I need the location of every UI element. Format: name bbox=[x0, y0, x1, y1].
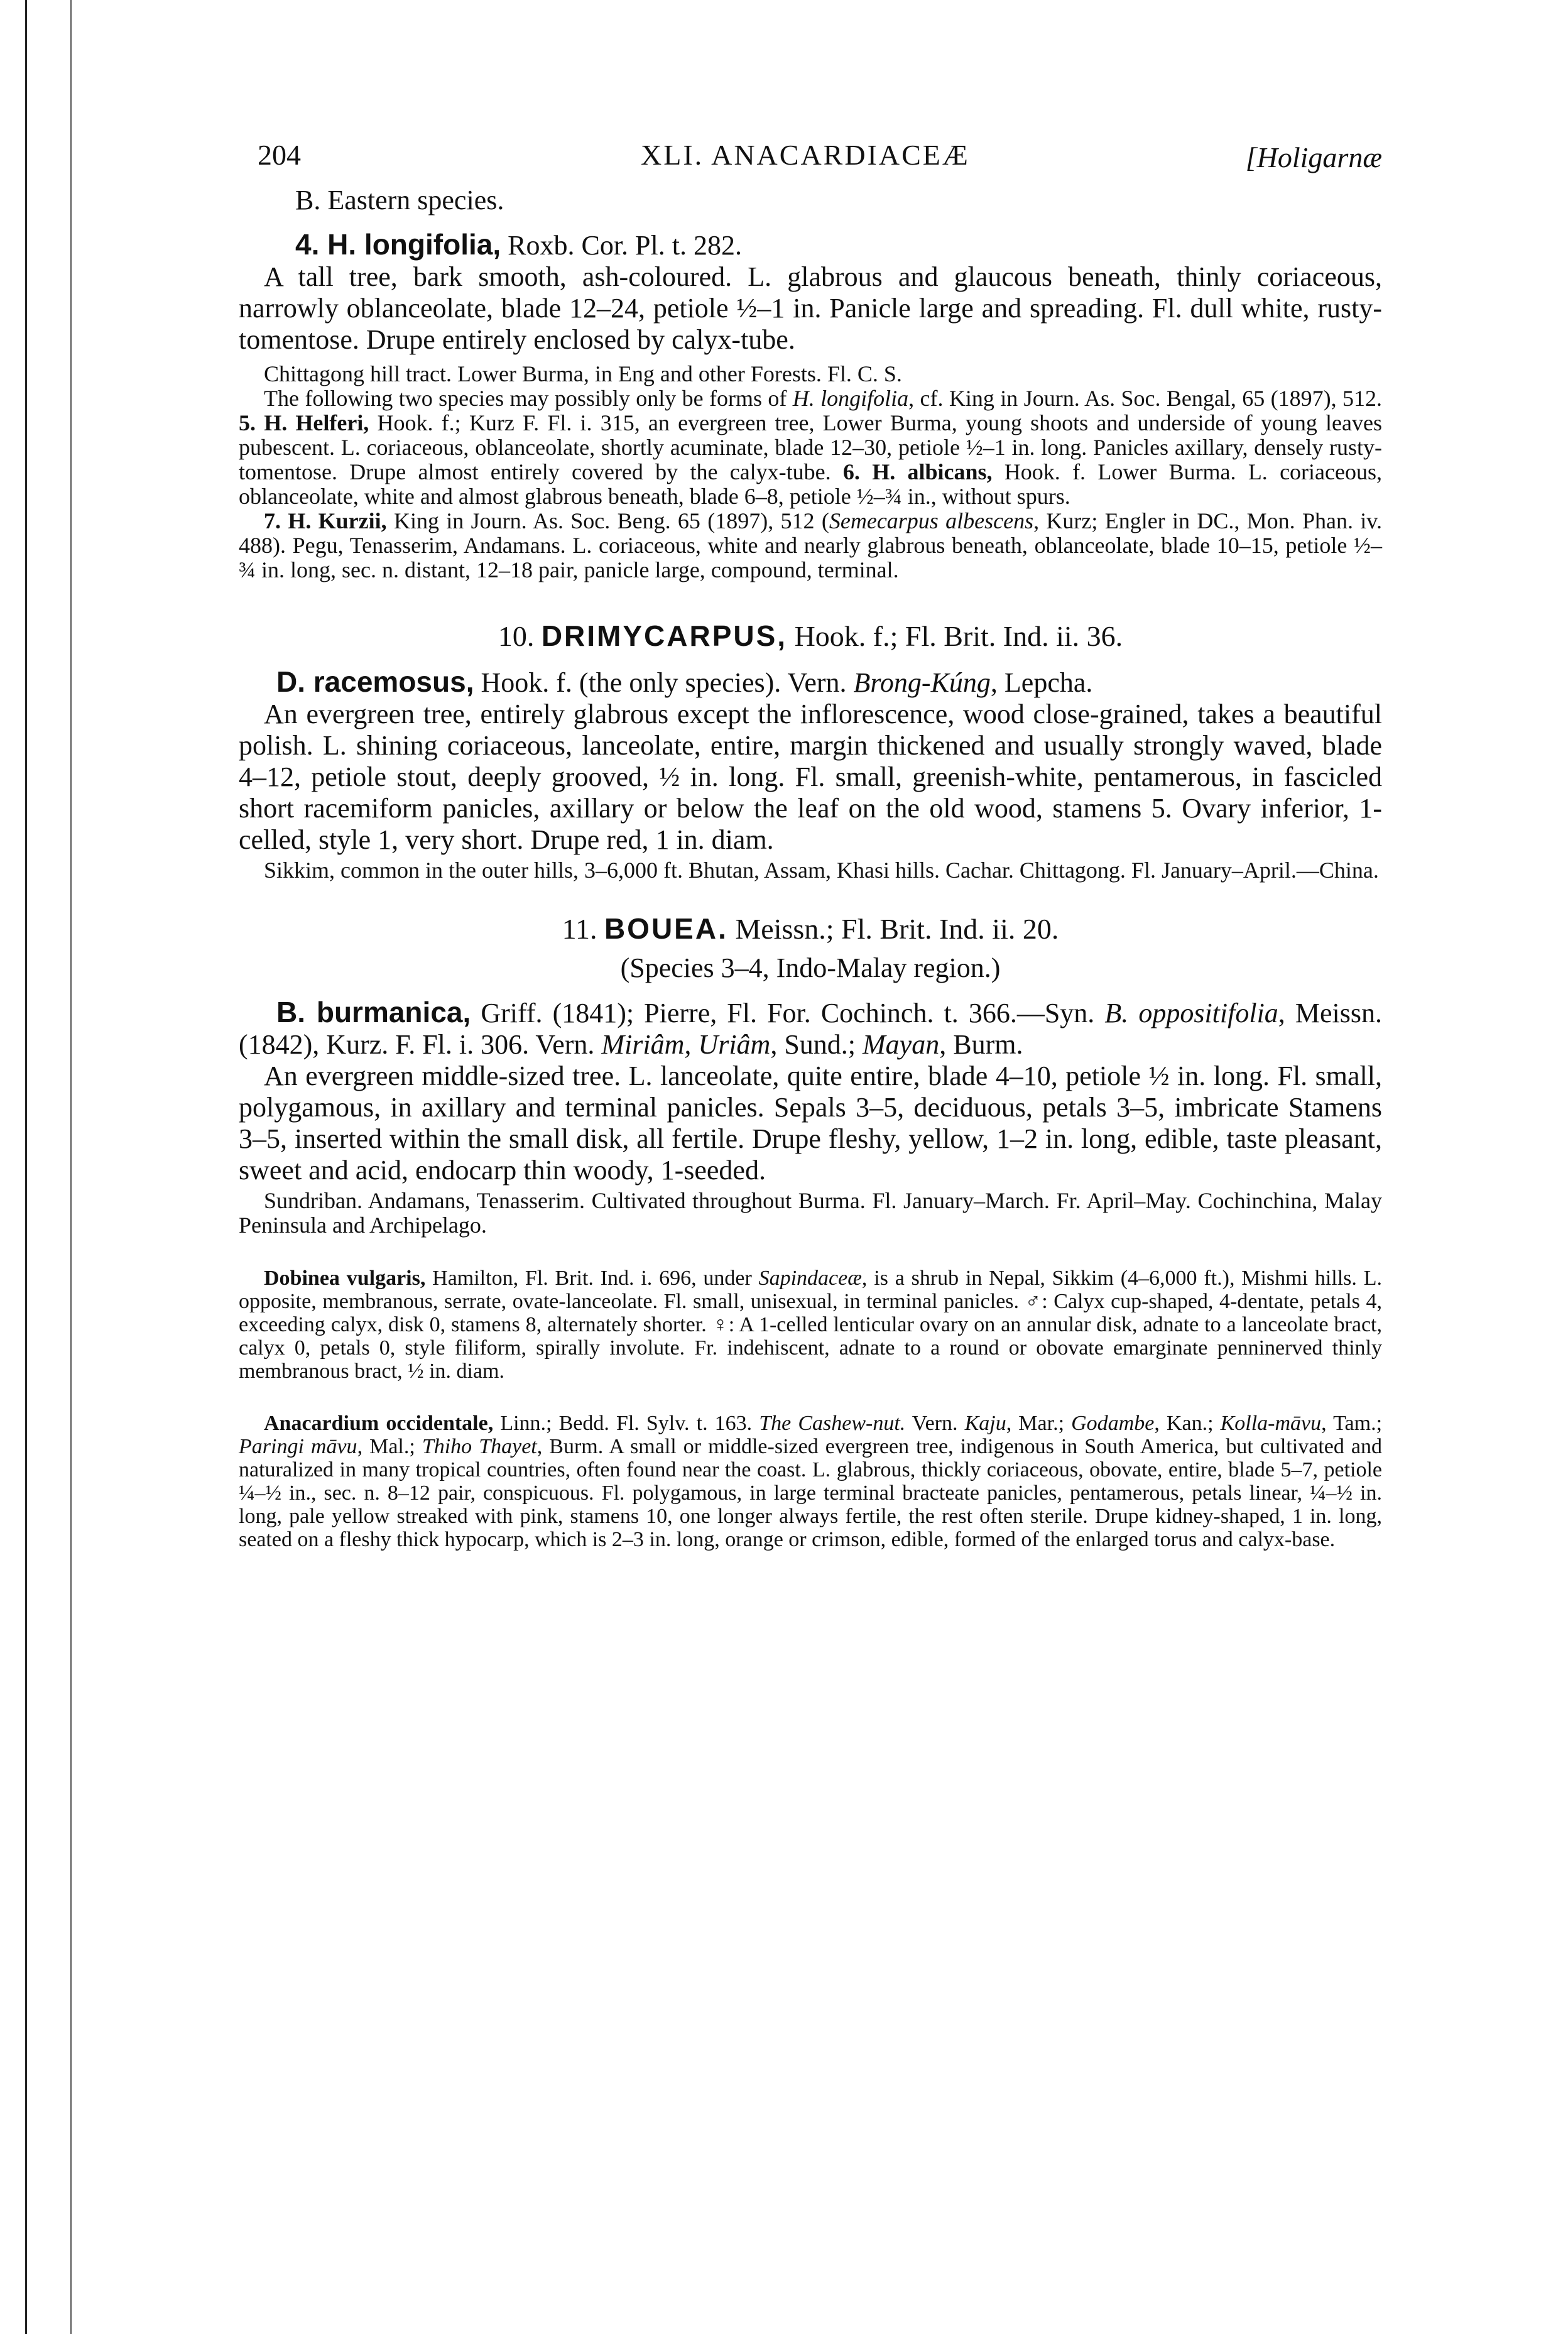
vernacular-name: Godambe bbox=[1071, 1412, 1155, 1435]
note-text: Hamilton, Fl. Brit. Ind. i. 696, under bbox=[425, 1267, 759, 1290]
note-species-name: Dobinea vulgaris, bbox=[264, 1267, 426, 1290]
vernacular-name: Miriâm, Uriâm bbox=[601, 1029, 771, 1060]
locality-note: Sundriban. Andamans, Tenasserim. Cultivated throughout Burma. Fl. January–March. Fr. April–May. Cochinchina, Malay Peninsula and Archipelago. bbox=[239, 1188, 1382, 1238]
note-taxon: H. longifolia bbox=[792, 386, 909, 411]
species-authority: Roxb. Cor. Pl. t. 282. bbox=[501, 230, 742, 261]
note-text: , is a shrub in Nepal, Sikkim (4–6,000 ft.), Mishmi hills. L. opposite, membranous, serrate, ovate-lanceolate. Fl. small, unisexual, in terminal panicles. ♂: Calyx cup-shaped, 4-dentate, petals 4, exceeding calyx, disk 0, stamens 8, alternately shorter. ♀: A 1-celled lenticular ovary on an annular disk, adnate to a lanceolate bract, calyx 0, petals 0, style filiform, spirally involute. Fr. indehiscent, adnate to a round or obovate emarginate penninerved thinly membranous bract, ½ in. diam. bbox=[239, 1267, 1382, 1383]
genus-reference: Hook. f.; Fl. Brit. Ind. ii. 36. bbox=[787, 620, 1123, 652]
species-heading bbox=[239, 229, 1382, 261]
vernacular-language: , Sund.; bbox=[770, 1029, 863, 1060]
running-header bbox=[239, 126, 1382, 182]
vernacular-name: Thiho Thayet bbox=[422, 1435, 537, 1458]
note-text: The following two species may possibly only be forms of bbox=[264, 386, 793, 411]
related-species-note bbox=[239, 386, 1382, 509]
note-text: , cf. King in Journ. As. Soc. Bengal, 65 (1897), 512. bbox=[908, 386, 1382, 411]
note-species-name: 6. H. albicans, bbox=[842, 459, 993, 484]
note-text: Hook. f. Lower Burma. L. coriaceous, oblanceolate, white and almost glabrous beneath, blade 6–8, petiole ½–¾ in., without spurs. bbox=[239, 459, 1382, 509]
species-name: B. burmanica, bbox=[276, 996, 471, 1028]
note-text: , Mar.; bbox=[1006, 1412, 1072, 1435]
genus-number: 11. bbox=[562, 913, 597, 945]
genus-number: 10. bbox=[498, 620, 535, 652]
vernacular-name: Mayan bbox=[863, 1029, 940, 1060]
genus-heading bbox=[239, 912, 1382, 946]
note-species-name: 5. H. Helferi, bbox=[239, 410, 369, 435]
species-name: D. racemosus, bbox=[276, 665, 474, 698]
genus-tag: [Holigarnæ bbox=[1245, 141, 1382, 173]
anacardium-note bbox=[239, 1412, 1382, 1551]
genus-name: BOUEA. bbox=[604, 912, 728, 945]
vernacular-name: Kolla-māvu bbox=[1220, 1412, 1322, 1435]
note-text: , Burm. A small or middle-sized evergreen tree, indigenous in South America, but cultivated and naturalized in many tropical countries, often found near the coast. L. glabrous, thickly coriaceous, obovate, entire, blade 5–7, petiole ¼–½ in., sec. n. 8–12 pair, conspicuous. Fl. polygamous, in large terminal bracteate panicles, pentamerous, petals linear, ¼–½ in. long, pale yellow streaked with pink, stamens 10, one longer always fertile, the rest often sterile. Drupe kidney-shaped, 1 in. long, seated on a fleshy thick hypocarp, which is 2–3 in. long, orange or crimson, edible, formed of the enlarged torus and calyx-base. bbox=[239, 1435, 1382, 1551]
common-name: The Cashew-nut. bbox=[759, 1412, 906, 1435]
species-count: (Species 3–4, Indo-Malay region.) bbox=[620, 952, 1001, 983]
species-authority: Hook. f. (the only species). Vern. bbox=[474, 667, 854, 698]
species-heading bbox=[239, 666, 1382, 699]
vernacular-name: Kaju bbox=[964, 1412, 1006, 1435]
section-title: B. Eastern species. bbox=[295, 185, 504, 215]
note-text: Hook. f.; Kurz F. Fl. i. 315, an evergreen tree, Lower Burma, young shoots and underside of young leaves pubescent. L. coriaceous, oblanceolate, shortly acuminate, blade 12–30, petiole ½–1 in. long. Panicles axillary, densely rusty-tomentose. Drupe almost entirely covered by the calyx-tube. bbox=[239, 410, 1382, 484]
note-taxon: Semecarpus albescens bbox=[829, 508, 1034, 533]
running-title: XLI. ANACARDIACEÆ bbox=[641, 139, 970, 171]
species-heading bbox=[239, 996, 1382, 1061]
dobinea-note bbox=[239, 1267, 1382, 1383]
note-text: King in Journ. As. Soc. Beng. 65 (1897), 512 ( bbox=[386, 508, 829, 533]
species-authority: Griff. (1841); Pierre, Fl. For. Cochinch. t. 366.—Syn. bbox=[471, 998, 1105, 1028]
note-species-name: 7. H. Kurzii, bbox=[264, 508, 387, 533]
genus-heading bbox=[239, 619, 1382, 653]
page-number: 204 bbox=[258, 139, 301, 171]
binding-line-inner bbox=[70, 0, 72, 2334]
locality-note: Chittagong hill tract. Lower Burma, in Eng and other Forests. Fl. C. S. bbox=[264, 361, 902, 386]
note-species-name: Anacardium occidentale, bbox=[264, 1412, 494, 1435]
vernacular-name: Paringi māvu bbox=[239, 1435, 357, 1458]
species-description: An evergreen middle-sized tree. L. lanceolate, quite entire, blade 4–10, petiole ½ in. long. Fl. small, polygamous, in axillary and terminal panicles. Sepals 3–5, deciduous, petals 3–5, imbricate Stamens 3–5, inserted within the small disk, all fertile. Drupe fleshy, yellow, 1–2 in. long, edible, taste pleasant, sweet and acid, endocarp thin woody, 1-seeded. bbox=[239, 1061, 1382, 1186]
species-name: 4. H. longifolia, bbox=[295, 228, 501, 261]
page bbox=[239, 126, 1382, 1551]
related-species-note bbox=[239, 509, 1382, 582]
locality-note: Sikkim, common in the outer hills, 3–6,000 ft. Bhutan, Assam, Khasi hills. Cachar. Chittagong. Fl. January–April.—China. bbox=[264, 858, 1379, 883]
vernacular-language: , Burm. bbox=[939, 1029, 1023, 1060]
note-text: , Kurz; Engler in DC., Mon. Phan. iv. 488). Pegu, Tenasserim, Andamans. L. coriaceous, white and nearly glabrous beneath, oblanceolate, blade 10–15, petiole ½–¾ in. long, sec. n. distant, 12–18 pair, panicle large, compound, terminal. bbox=[239, 508, 1382, 582]
note-family: Sapindaceæ bbox=[758, 1267, 862, 1290]
species-description: A tall tree, bark smooth, ash-coloured. L. glabrous and glaucous beneath, thinly coriaceous, narrowly oblanceolate, blade 12–24, petiole ½–1 in. Panicle large and spreading. Fl. dull white, rusty-tomentose. Drupe entirely enclosed by calyx-tube. bbox=[239, 261, 1382, 355]
genus-name: DRIMYCARPUS, bbox=[541, 619, 788, 652]
note-text: , Mal.; bbox=[357, 1435, 422, 1458]
note-text: Linn.; Bedd. Fl. Sylv. t. 163. bbox=[493, 1412, 760, 1435]
synonym: B. oppositifolia bbox=[1104, 998, 1278, 1028]
genus-reference: Meissn.; Fl. Brit. Ind. ii. 20. bbox=[727, 913, 1059, 945]
vernacular-name: Brong-Kúng bbox=[853, 667, 991, 698]
note-text: Vern. bbox=[905, 1412, 965, 1435]
note-text: , Tam.; bbox=[1321, 1412, 1383, 1435]
binding-line bbox=[25, 0, 27, 2334]
vernacular-language: , Lepcha. bbox=[990, 667, 1093, 698]
species-description: An evergreen tree, entirely glabrous except the inflorescence, wood close-grained, takes a beautiful polish. L. shining coriaceous, lanceolate, entire, margin thickened and usually strongly waved, blade 4–12, petiole stout, deeply grooved, ½ in. long. Fl. small, greenish-white, pentamerous, in fascicled short racemiform panicles, axillary or below the leaf on the old wood, stamens 5. Ovary inferior, 1-celled, style 1, very short. Drupe red, 1 in. diam. bbox=[239, 699, 1382, 855]
note-text: , Kan.; bbox=[1154, 1412, 1221, 1435]
species-reference: , Meissn. (1842), Kurz. F. Fl. i. 306. Vern. bbox=[239, 998, 1382, 1060]
